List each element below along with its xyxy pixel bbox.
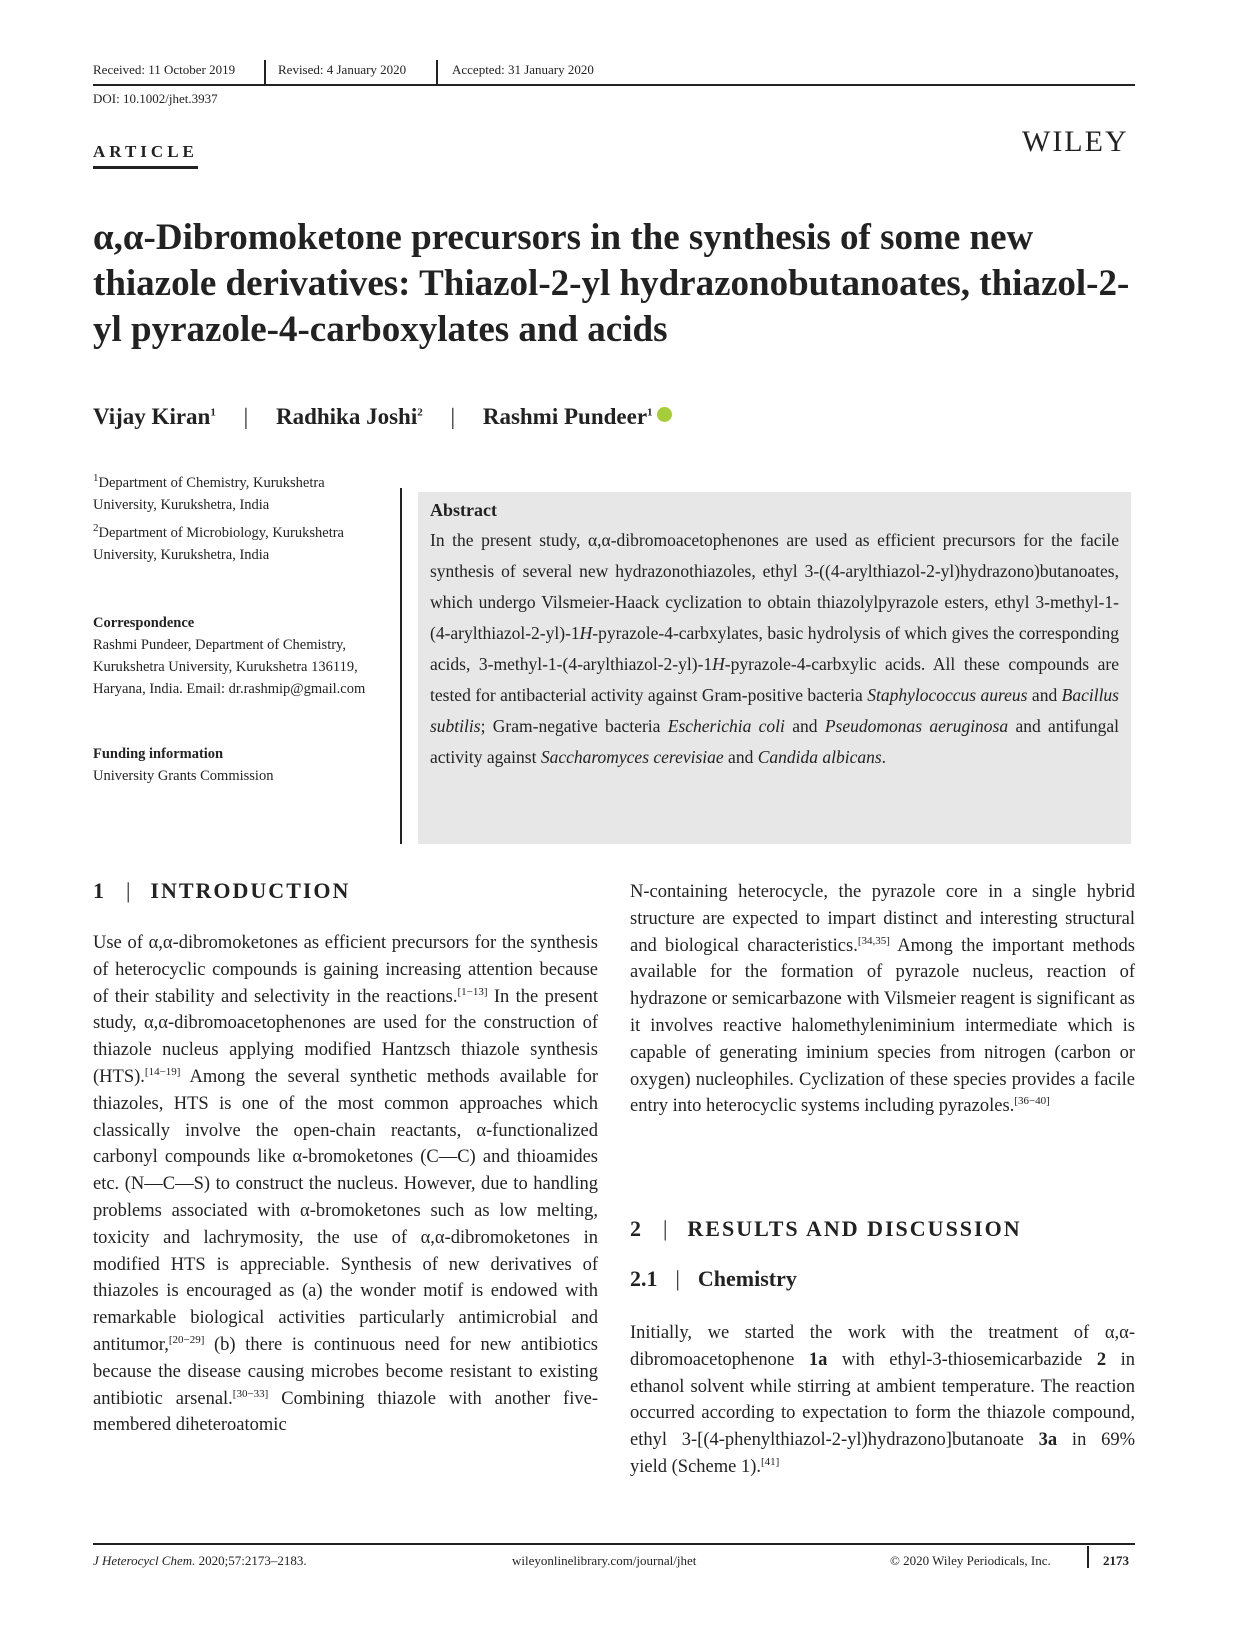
accepted-date: Accepted: 31 January 2020 — [452, 62, 594, 77]
section-heading-results: 2 | RESULTS AND DISCUSSION — [630, 1216, 1022, 1241]
affiliation-item: $^1$Department of Chemistry, Kurukshetra University, Kurukshetra, India — [93, 472, 325, 513]
correspondence-text: Rashmi Pundeer, Department of Chemistry, Kurukshetra University, Kurukshetra 136119, Haryana, India. Email: dr.rashmip@gmail.com — [93, 637, 366, 697]
abstract-box — [418, 492, 1131, 844]
funding-heading: Funding information — [93, 746, 224, 762]
chemistry-body — [630, 1320, 1135, 1481]
doi[interactable]: DOI: 10.1002/jhet.3937 — [93, 91, 218, 106]
orcid-icon[interactable] — [657, 407, 672, 422]
introduction-body — [93, 930, 598, 1439]
correspondence-block — [93, 612, 383, 700]
author-separator: | — [243, 404, 249, 429]
paragraph: Initially, we started the work with the treatment of α,α-dibromoacetophenone 1a with ethyl-3-thiosemicarbazide 2 in ethanol solvent while stirring at ambient temperature. The reaction occurred according to expectation to form the thiazole compound, ethyl 3-[(4-phenylthiazol-2-yl)hydrazono]butanoate 3a in 69% yield (Scheme 1).[41] — [630, 1323, 1136, 1477]
author-list — [93, 404, 672, 430]
revised-date: Revised: 4 January 2020 — [278, 62, 407, 77]
history-bar — [93, 60, 1135, 86]
right-column-continuation — [630, 879, 1135, 1120]
sidebar-divider — [400, 488, 402, 844]
funding-text: University Grants Commission — [93, 768, 274, 784]
article-type-label: ARTICLE — [93, 142, 198, 169]
footer-copyright: © 2020 Wiley Periodicals, Inc. — [890, 1553, 1051, 1568]
footer-url[interactable]: wileyonlinelibrary.com/journal/jhet — [512, 1553, 697, 1568]
author-separator: | — [450, 404, 456, 429]
author-affiliation-mark: 1 — [210, 406, 216, 419]
paragraph: Use of α,α-dibromoketones as efficient precursors for the synthesis of heterocyclic compounds is gaining increasing attention because of their stability and selectivity in the reactions.[1−13] In the present study, α,α-dibromoacetophenones are used for the construction of thiazole nucleus applying modified Hantzsch thiazole synthesis (HTS).[14−19] Among the several synthetic methods available for thiazoles, HTS is one of the most common approaches which classically involve the open-chain reactants, α-functionalized carbonyl compounds like α-bromoketones (C—C) and thioamides etc. (N—C—S) to construct the nucleus. However, due to handling problems associated with α-bromoketones such as low melting, toxicity and lachrymosity, the use of α,α-dibromoketones in modified HTS is appreciable. Synthesis of new derivatives of thiazoles is encouraged as (a) the wonder motif is endowed with remarkable biological activities particularly antimicrobial and antitumor,[20−29] (b) there is continuous need for new antibiotics because the disease causing microbes become resistant to existing antibiotic arsenal.[30−33] Combining thiazole with another five-membered diheteroatomic — [93, 933, 598, 1436]
footer-citation: J Heterocycl Chem. 2020;57:2173–2183. — [93, 1553, 307, 1568]
abstract-text: In the present study, α,α-dibromoacetophenones are used as efficient precursors for the facile synthesis of several new hydrazonothiazoles, ethyl 3-((4-arylthiazol-2-yl)hydrazono)butanoates, which undergo Vilsmeier-Haack cyclization to obtain thiazolylpyrazole esters, ethyl 3-methyl-1-(4-arylthiazol-2-yl)-1H-pyrazole-4-carbxylates, basic hydrolysis of which gives the corresponding acids, 3-methyl-1-(4-arylthiazol-2-yl)-1H-pyrazole-4-carbxylic acids. All these compounds are tested for antibacterial activity against Gram-positive bacteria Staphylococcus aureus and Bacillus subtilis; Gram-negative bacteria Escherichia coli and Pseudomonas aeruginosa and antifungal activity against Saccharomyces cerevisiae and Candida albicans. — [430, 530, 1119, 767]
author-name[interactable]: Vijay Kiran — [93, 404, 211, 429]
article-title: α,α-Dibromoketone precursors in the synthesis of some new thiazole derivatives: Thiazol-2-yl hydrazonobutanoates, thiazol-2-yl pyrazole-4-carboxylates and acids — [93, 217, 1130, 350]
abstract-heading: Abstract — [430, 500, 497, 520]
author-name[interactable]: Radhika Joshi — [275, 404, 418, 429]
subsection-heading-chemistry: 2.1 | Chemistry — [630, 1266, 797, 1291]
footer-divider — [93, 1543, 1135, 1545]
divider — [436, 60, 438, 84]
author-affiliation-mark: 1 — [647, 406, 653, 419]
received-date: Received: 11 October 2019 — [93, 62, 236, 77]
footer-divider-vertical — [1087, 1546, 1089, 1568]
correspondence-heading: Correspondence — [93, 615, 195, 631]
affiliation-item: $^2$Department of Microbiology, Kurukshetra University, Kurukshetra, India — [93, 522, 344, 563]
section-heading-introduction: 1 | INTRODUCTION — [93, 878, 351, 903]
publisher-logo: WILEY — [1022, 125, 1129, 158]
author-affiliation-mark: 2 — [417, 406, 423, 419]
author-name[interactable]: Rashmi Pundeer — [482, 404, 648, 429]
divider — [264, 60, 266, 84]
funding-block — [93, 743, 383, 787]
affiliation-block — [93, 472, 383, 566]
page-number: 2173 — [1103, 1553, 1129, 1568]
paragraph: N-containing heterocycle, the pyrazole core in a single hybrid structure are expected to impart distinct and interesting structural and biological characteristics.[34,35] Among the important methods available for the formation of pyrazole nucleus, reaction of hydrazone or semicarbazone with Vilsmeier reagent is significant as it involves reactive halomethyleniminium intermediate which is capable of generating iminium species from nitrogen (carbon or oxygen) nucleophiles. Cyclization of these species provides a facile entry into heterocyclic systems including pyrazoles.[36−40] — [630, 882, 1136, 1117]
